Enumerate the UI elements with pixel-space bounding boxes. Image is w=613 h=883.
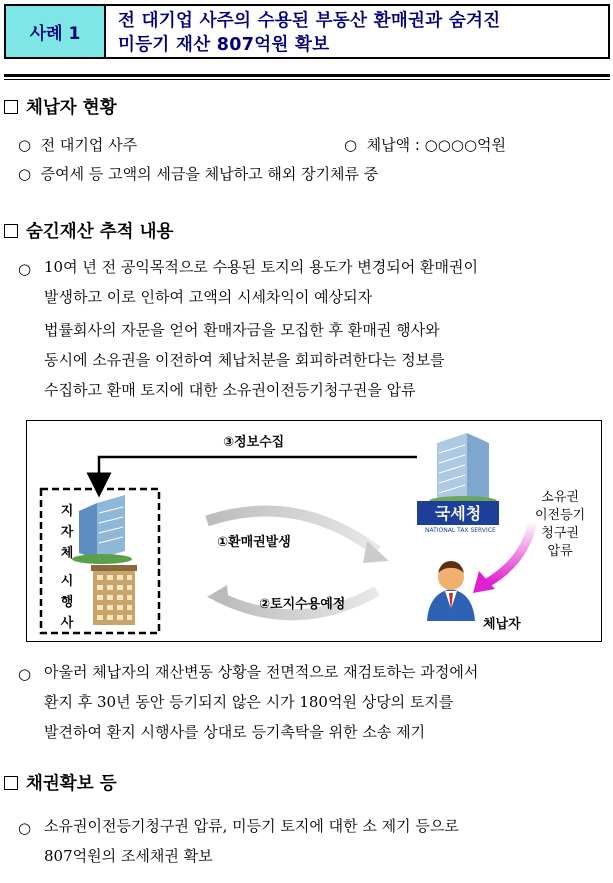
debtor-person-icon [427, 561, 475, 621]
refund-right-label: ①환매권발생 [217, 535, 291, 550]
text-line: 발견하여 환지 시행사를 상대로 등기촉탁을 위한 소송 제기 [44, 723, 426, 741]
debtor-status: 전 대기업 사주 [40, 136, 138, 154]
paragraph [44, 657, 478, 747]
section-heading-text: 숨긴재산 추적 내용 [26, 222, 174, 242]
local-government-label [55, 501, 79, 564]
label-char: 지 [60, 504, 74, 519]
text-line: 수집하고 환매 토지에 대한 소유권이전등기청구권을 압류 [44, 381, 416, 399]
text-line: 807억원의 조세채권 확보 [44, 847, 213, 865]
seizure-label [535, 489, 585, 561]
office-building-icon [72, 495, 132, 564]
arrears-amount: 체납액 : ○○○○억원 [366, 136, 507, 154]
checkbox-square-icon [4, 100, 18, 114]
label-char: 행 [60, 595, 74, 610]
developer-label [55, 571, 79, 634]
expropriation-label: ②토지수용예정 [259, 597, 346, 612]
info-collection-label: ③정보수집 [223, 435, 285, 450]
section-heading-debtor [4, 94, 117, 119]
paragraph [44, 315, 445, 405]
section-heading-text: 체납자 현황 [26, 98, 117, 118]
case-title-line2: 미등기 재산 807억원 확보 [118, 35, 330, 55]
checkbox-square-icon [4, 776, 18, 790]
label-char: 자 [60, 525, 74, 540]
text-line: 아울러 체납자의 재산변동 상황을 전면적으로 재검토하는 과정에서 [44, 663, 479, 681]
case-title-line1: 전 대기업 사주의 수용된 부동산 환매권과 숨겨진 [118, 11, 501, 31]
bullet-marker: ○ [18, 665, 32, 683]
flow-diagram [26, 420, 602, 642]
text-line: 법률회사의 자문을 얻어 환매자금을 모집한 후 환매권 행사와 [44, 321, 440, 339]
nts-building-icon [429, 433, 497, 506]
text-line: 10여 년 전 공익목적으로 수용된 토지의 용도가 변경되어 환매권이 [44, 258, 478, 276]
bullet-item: ○ 전 대기업 사주 [18, 136, 138, 154]
label-char: 사 [60, 616, 74, 631]
bullet-marker: ○ [18, 260, 32, 278]
text-line: 소유권이전등기청구권 압류, 미등기 토지에 대한 소 제기 등으로 [44, 817, 459, 835]
section-heading-text: 채권확보 등 [26, 774, 117, 794]
section-heading-tracking [4, 218, 173, 243]
debtor-description: 증여세 등 고액의 세금을 체납하고 해외 장기체류 중 [40, 165, 379, 183]
section-heading-securing [4, 770, 117, 795]
bullet-marker: ○ [18, 819, 32, 837]
debtor-label: 체납자 [483, 617, 521, 632]
case-header [4, 4, 610, 59]
info-arrow [99, 457, 417, 485]
bullet-item: ○ 증여세 등 고액의 세금을 체납하고 해외 장기체류 중 [18, 165, 379, 183]
case-title [106, 6, 608, 57]
label-line: 압류 [547, 544, 573, 559]
text-line: 발생하고 이로 인하여 고액의 시세차익이 예상되자 [44, 288, 373, 306]
text-line: 동시에 소유권을 이전하여 체납처분을 회피하려한다는 정보를 [44, 351, 445, 369]
divider-thick [4, 74, 610, 77]
paragraph [44, 811, 459, 871]
nts-subtitle: NATIONAL TAX SERVICE [425, 527, 496, 534]
checkbox-square-icon [4, 224, 18, 238]
case-tag: 사례 1 [6, 6, 106, 57]
label-line: 이전등기 [535, 508, 586, 523]
label-line: 청구권 [541, 526, 579, 541]
text-line: 환지 후 30년 동안 등기되지 않은 시가 180억원 상당의 토지를 [44, 693, 454, 711]
label-char: 체 [60, 546, 74, 561]
paragraph [44, 252, 478, 312]
nts-name: 국세청 [434, 504, 482, 523]
label-line: 소유권 [541, 490, 579, 505]
label-char: 시 [60, 574, 74, 589]
divider-thin [4, 79, 610, 80]
apartment-building-icon [91, 565, 137, 625]
bullet-item: ○ 체납액 : ○○○○억원 [344, 136, 507, 154]
